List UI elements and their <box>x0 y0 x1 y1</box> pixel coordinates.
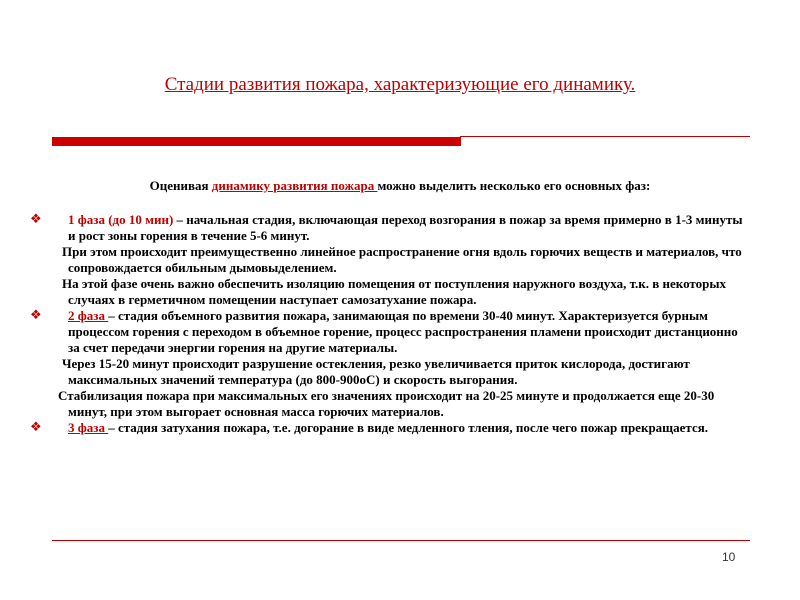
phase-2-text: – стадия объемного развития пожара, занимающая по времени 30-40 минут. Характеризуется бурным процессом горения с переходом в объемное горение, процесс распространения пламени происходит дистанционно за счет передачи энергии горения на другие материалы. <box>68 308 738 355</box>
diamond-bullet-icon: ❖ <box>30 420 42 435</box>
phase-3-text: – стадия затухания пожара, т.е. догорание в виде медленного тления, после чего пожар прекращается. <box>108 420 709 435</box>
footer-divider <box>52 540 750 541</box>
phase-1-note-isolation: На этой фазе очень важно обеспечить изоляцию помещения от поступления наружного воздуха, т.к. в некоторых случаях в герметичном помещении наступает самозатухание пожара. <box>62 276 726 307</box>
page-number: 10 <box>722 550 736 564</box>
intro-prefix: Оценивая <box>149 178 212 193</box>
phases-content <box>22 212 752 436</box>
phase-2-note-glazing: Через 15-20 минут происходит разрушение остекления, резко увеличивается приток кислорода, достигают максимальных значений температура (до 800-900оС) и скорость выгорания. <box>62 356 690 387</box>
phase-3-item <box>22 420 752 436</box>
diamond-bullet-icon: ❖ <box>30 308 42 323</box>
phase-1-text: – начальная стадия, включающая переход возгорания в пожар за время примерно в 1-3 минуты и рост зоны горения в течение 5-6 минут. <box>68 212 743 243</box>
header-divider-thin <box>460 136 750 137</box>
header-divider-thick <box>52 137 461 146</box>
phase-2-item <box>22 308 752 356</box>
phase-2-heading[interactable]: 2 фаза <box>68 308 109 323</box>
phase-2-note-stabilization: Стабилизация пожара при максимальных его значениях происходит на 20-25 минуте и продолжается еще 20-30 минут, при этом выгорает основная масса горючих материалов. <box>58 388 715 419</box>
intro-suffix: можно выделить несколько его основных фаз: <box>377 178 651 193</box>
phase-1-heading: 1 фаза (до 10 мин) <box>68 212 174 227</box>
intro-line <box>0 178 800 194</box>
intro-link[interactable]: динамику развития пожара <box>211 178 378 193</box>
page-title: Стадии развития пожара, характеризующие его динамику. <box>164 74 636 95</box>
phase-3-heading[interactable]: 3 фаза <box>68 420 109 435</box>
diamond-bullet-icon: ❖ <box>30 212 42 227</box>
phase-1-item <box>22 212 752 244</box>
phase-1-note-spread: При этом происходит преимущественно линейное распространение огня вдоль горючих веществ и материалов, что сопровождается обильным дымовыделением. <box>62 244 742 275</box>
